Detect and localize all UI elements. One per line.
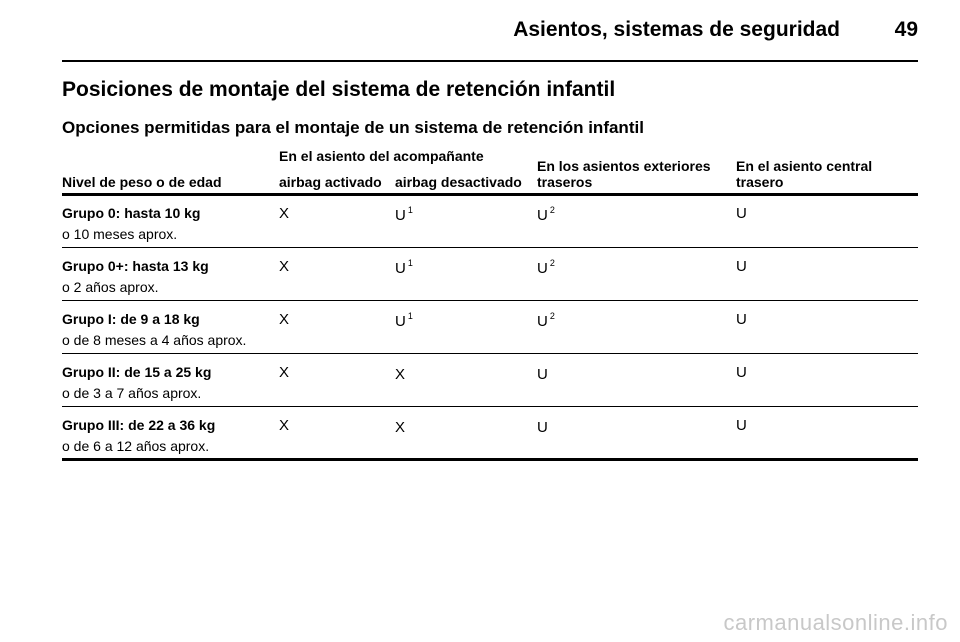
cell-value: X xyxy=(395,419,406,436)
age-range: o 10 meses aprox. xyxy=(62,226,178,242)
cell-airbag-on: X xyxy=(279,364,290,381)
column-header-airbag-off: airbag desactivado xyxy=(395,174,522,190)
cell-value: U xyxy=(537,419,548,436)
row-divider xyxy=(62,247,918,248)
cell-value: U xyxy=(395,313,406,330)
age-range: o 2 años aprox. xyxy=(62,279,159,295)
cell-outer-rear xyxy=(537,417,550,436)
column-header-center-rear-line1: En el asiento central xyxy=(736,158,873,174)
cell-value: U xyxy=(537,207,548,224)
table-row xyxy=(62,355,918,407)
weight-group: Grupo 0+: hasta 13 kg xyxy=(62,258,209,274)
footnote-marker: 2 xyxy=(549,258,555,268)
cell-value: X xyxy=(395,366,406,383)
table-row xyxy=(62,408,918,461)
column-header-airbag-on: airbag activado xyxy=(279,174,382,190)
cell-airbag-on: X xyxy=(279,417,290,434)
weight-group: Grupo 0: hasta 10 kg xyxy=(62,205,201,221)
cell-outer-rear xyxy=(537,205,555,224)
cell-airbag-off xyxy=(395,258,413,277)
cell-airbag-on: X xyxy=(279,311,290,328)
cell-center-rear: U xyxy=(736,364,747,381)
cell-value: U xyxy=(537,313,548,330)
cell-airbag-off xyxy=(395,311,413,330)
page-header xyxy=(62,18,918,58)
table-row xyxy=(62,302,918,354)
cell-outer-rear xyxy=(537,258,555,277)
cell-center-rear: U xyxy=(736,258,747,275)
cell-value: U xyxy=(395,207,406,224)
footnote-marker: 2 xyxy=(549,205,555,215)
footnote-marker: 2 xyxy=(549,311,555,321)
cell-value: U xyxy=(395,260,406,277)
table-caption: Opciones permitidas para el montaje de un sistema de retención infantil xyxy=(62,118,644,137)
footnote-marker: 1 xyxy=(407,311,413,321)
cell-airbag-on: X xyxy=(279,205,290,222)
row-divider xyxy=(62,353,918,354)
weight-group: Grupo II: de 15 a 25 kg xyxy=(62,364,212,380)
cell-center-rear: U xyxy=(736,311,747,328)
column-header-weight-level: Nivel de peso o de edad xyxy=(62,174,222,190)
cell-center-rear: U xyxy=(736,417,747,434)
table-row xyxy=(62,249,918,301)
cell-value: U xyxy=(537,366,548,383)
footnote-marker: 1 xyxy=(407,205,413,215)
cell-outer-rear xyxy=(537,364,550,383)
header-divider xyxy=(62,60,918,62)
watermark: carmanualsonline.info xyxy=(723,610,948,635)
header-title: Asientos, sistemas de seguridad xyxy=(513,18,840,41)
cell-airbag-off xyxy=(395,205,413,224)
cell-center-rear: U xyxy=(736,205,747,222)
age-range: o de 8 meses a 4 años aprox. xyxy=(62,332,247,348)
table-bottom-rule xyxy=(62,458,918,461)
cell-airbag-on: X xyxy=(279,258,290,275)
page-number: 49 xyxy=(894,18,918,41)
row-divider xyxy=(62,406,918,407)
column-header-center-rear-line2: trasero xyxy=(736,174,784,190)
cell-airbag-off xyxy=(395,417,407,436)
weight-group: Grupo I: de 9 a 18 kg xyxy=(62,311,200,327)
column-header-center-rear xyxy=(736,158,872,190)
table-row xyxy=(62,196,918,248)
column-header-outer-rear xyxy=(537,158,711,190)
row-divider xyxy=(62,300,918,301)
column-header-outer-rear-line1: En los asientos exteriores xyxy=(537,158,711,174)
age-range: o de 6 a 12 años aprox. xyxy=(62,438,210,454)
section-title: Posiciones de montaje del sistema de retención infantil xyxy=(62,78,616,101)
age-range: o de 3 a 7 años aprox. xyxy=(62,385,202,401)
cell-outer-rear xyxy=(537,311,555,330)
cell-airbag-off xyxy=(395,364,407,383)
cell-value: U xyxy=(537,260,548,277)
column-header-outer-rear-line2: traseros xyxy=(537,174,593,190)
footnote-marker: 1 xyxy=(407,258,413,268)
weight-group: Grupo III: de 22 a 36 kg xyxy=(62,417,216,433)
column-group-passenger-seat: En el asiento del acompañante xyxy=(279,148,484,164)
